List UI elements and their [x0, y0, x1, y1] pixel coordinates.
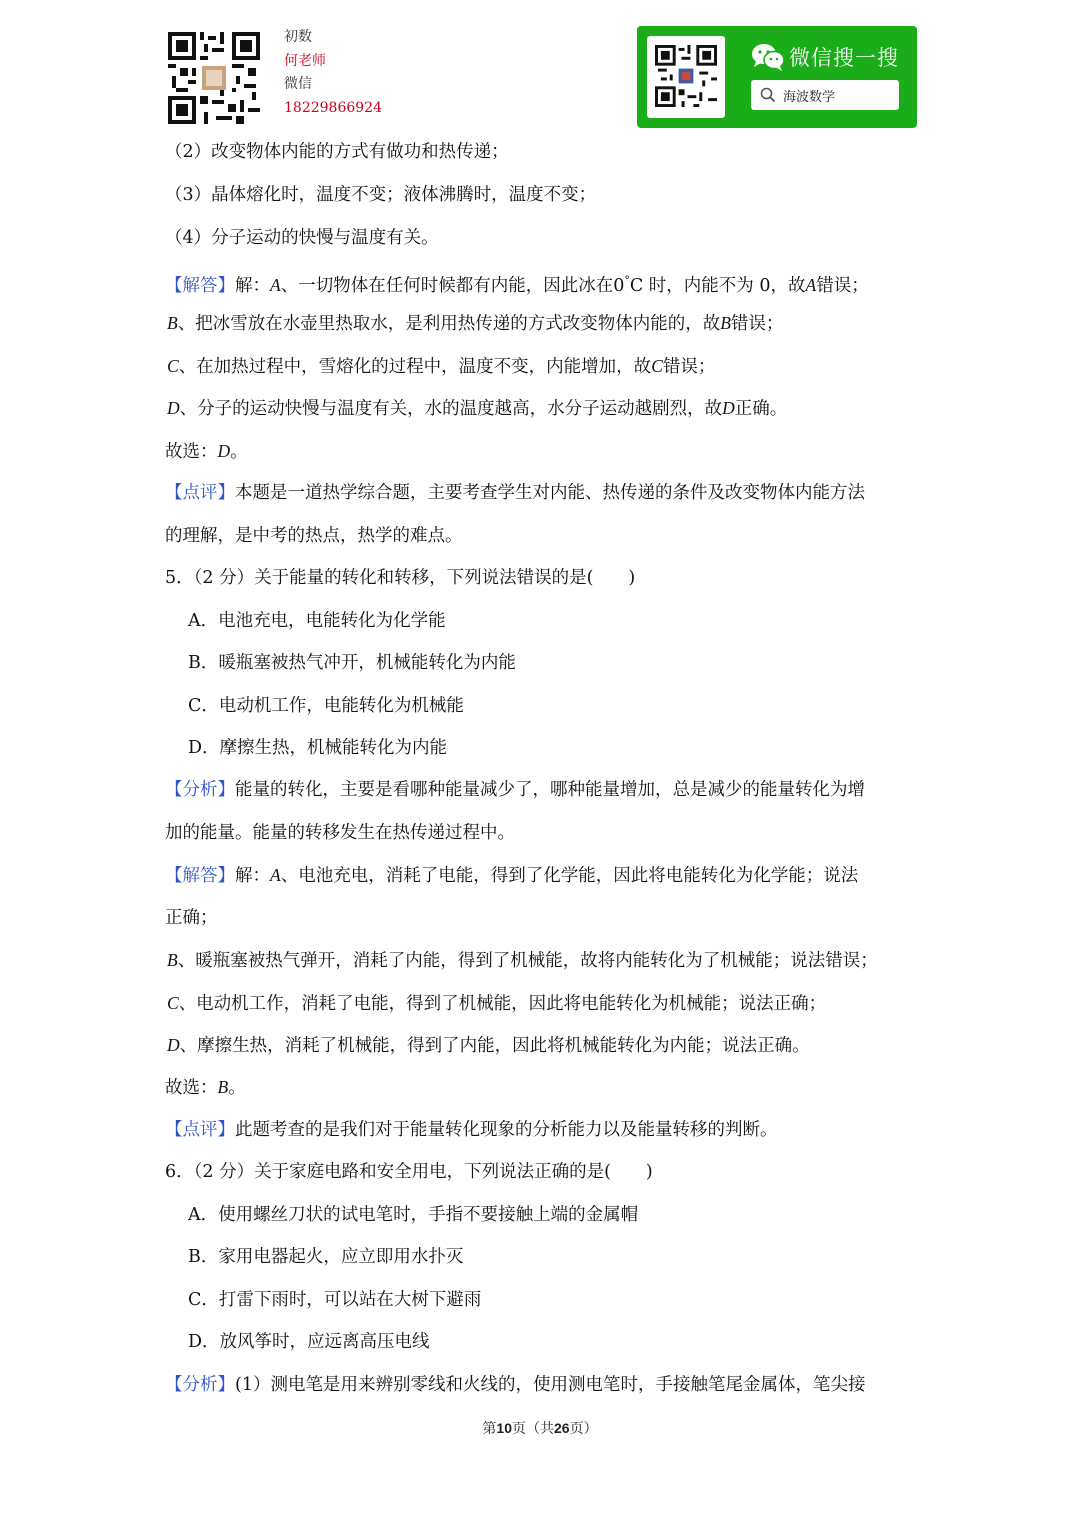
option-letter: B — [167, 950, 178, 970]
analysis-tag: 【分析】 — [165, 780, 235, 800]
option-letter: C — [167, 356, 179, 376]
analysis-text: (1）测电笔是用来辨别零线和火线的，使用测电笔时，手接触笔尾金属体，笔尖接 — [235, 1375, 866, 1395]
option-letter: C — [651, 356, 663, 376]
review-tag: 【点评】 — [165, 483, 235, 503]
q5-answer-line-a — [165, 863, 858, 888]
q5-analysis-line-1 — [165, 778, 865, 802]
answer-tag: 【解答】 — [165, 275, 235, 296]
q5-answer-line-b — [167, 948, 878, 973]
q5-analysis-line-2: 加的能量。能量的转移发生在热传递过程中。 — [165, 823, 515, 843]
current-page-number: 10 — [496, 1420, 512, 1436]
answer-tag: 【解答】 — [165, 866, 235, 886]
choice-end: 。 — [230, 442, 248, 462]
review-text: 本题是一道热学综合题，主要考查学生对内能、热传递的条件及改变物体内能方法 — [235, 483, 865, 503]
q6-option-c[interactable]: C．打雷下雨时，可以站在大树下避雨 — [188, 1290, 482, 1310]
q4-choice — [165, 439, 248, 464]
option-letter: A — [270, 274, 281, 295]
answer-text: 错误； — [816, 275, 869, 296]
analysis-tag: 【分析】 — [165, 1375, 235, 1395]
point-4: （4）分子运动的快慢与温度有关。 — [165, 228, 439, 248]
answer-text: 、把冰雪放在水壶里热取水，是利用热传递的方式改变物体内能的，故 — [177, 314, 721, 334]
degree-sign: ° — [624, 274, 630, 287]
answer-prefix: 解： — [235, 275, 270, 296]
search-icon — [760, 87, 776, 103]
wechat-search-card[interactable] — [637, 26, 917, 128]
answer-text: 正确。 — [734, 399, 788, 419]
q5-option-d[interactable]: D．摩擦生热，机械能转化为内能 — [188, 738, 448, 758]
search-query-text: 海波数学 — [783, 90, 836, 105]
answer-text: 、分子的运动快慢与温度有关，水的温度越高，水分子运动越剧烈，故 — [179, 399, 723, 419]
contact-wechat-label: 微信 — [284, 76, 312, 92]
answer-prefix: 解： — [235, 866, 270, 886]
option-letter: D — [167, 398, 180, 418]
answer-text: 、一切物体在任何时候都有内能，因此冰在 — [280, 275, 614, 296]
analysis-text: 能量的转化，主要是看哪种能量减少了，哪种能量增加，总是减少的能量转化为增 — [235, 780, 865, 800]
q5-answer-line-a2: 正确； — [165, 908, 218, 928]
q5-answer-line-c — [167, 991, 826, 1016]
wechat-logo-icon — [751, 42, 785, 72]
q5-option-a[interactable]: A．电池充电，电能转化为化学能 — [188, 611, 446, 631]
answer-text: 错误； — [730, 314, 784, 334]
choice-end: 。 — [228, 1078, 246, 1098]
footer-suffix: 页） — [569, 1421, 598, 1437]
choice-letter: B — [217, 1077, 229, 1097]
q5-answer-line-d — [167, 1033, 810, 1058]
page-footer — [0, 1418, 1080, 1438]
option-letter: A — [805, 274, 817, 295]
review-tag: 【点评】 — [165, 1120, 235, 1140]
q4-answer-line-c — [167, 354, 715, 379]
qr-code-image — [168, 32, 260, 124]
wechat-qr-code — [655, 45, 717, 107]
q6-title: 6．（2 分）关于家庭电路和安全用电，下列说法正确的是( ) — [165, 1162, 653, 1182]
wechat-qr-frame — [647, 36, 725, 118]
point-3: （3）晶体熔化时，温度不变；液体沸腾时，温度不变； — [165, 185, 597, 205]
q5-title: 5．（2 分）关于能量的转化和转移，下列说法错误的是( ) — [165, 568, 636, 588]
option-letter: B — [720, 313, 731, 333]
option-letter: B — [167, 313, 178, 333]
q4-answer-line-a — [165, 269, 869, 298]
point-2: （2）改变物体内能的方式有做功和热传递； — [165, 142, 509, 162]
answer-text: 、电动机工作，消耗了电能，得到了机械能，因此将电能转化为机械能；说法正确； — [178, 994, 827, 1014]
option-letter: C — [167, 993, 179, 1013]
choice-label: 故选： — [165, 1078, 218, 1098]
review-text: 此题考查的是我们对于能量转化现象的分析能力以及能量转移的判断。 — [235, 1120, 778, 1140]
q5-option-c[interactable]: C．电动机工作，电能转化为机械能 — [188, 696, 464, 716]
temperature-value: 0 — [613, 275, 625, 296]
option-letter: D — [722, 398, 735, 418]
footer-prefix: 第 — [482, 1421, 497, 1437]
option-letter: D — [167, 1035, 180, 1055]
total-page-count: 26 — [554, 1420, 570, 1436]
q5-review — [165, 1118, 778, 1142]
answer-text: 错误； — [662, 357, 716, 377]
answer-text: 、暖瓶塞被热气弹开，消耗了内能，得到了机械能，故将内能转化为了机械能；说法错误； — [177, 951, 878, 971]
answer-text: 、摩擦生热，消耗了机械能，得到了内能，因此将机械能转化为内能；说法正确。 — [179, 1036, 810, 1056]
contact-info — [284, 26, 382, 120]
q4-review-line-1 — [165, 481, 865, 505]
q5-choice — [165, 1075, 246, 1100]
contact-subject: 初数 — [284, 29, 312, 45]
wechat-search-box[interactable] — [751, 80, 899, 110]
footer-mid: 页（共 — [512, 1421, 554, 1437]
answer-text: 、在加热过程中，雪熔化的过程中，温度不变，内能增加，故 — [178, 357, 652, 377]
q4-review-line-2: 的理解，是中考的热点，热学的难点。 — [165, 526, 463, 546]
q6-option-a[interactable]: A．使用螺丝刀状的试电笔时，手指不要接触上端的金属帽 — [188, 1205, 639, 1225]
choice-letter: D — [217, 441, 231, 461]
wechat-search-title: 微信搜一搜 — [789, 46, 899, 70]
contact-phone: 18229866924 — [284, 99, 382, 116]
choice-label: 故选： — [165, 442, 218, 462]
q5-option-b[interactable]: B．暖瓶塞被热气冲开，机械能转化为内能 — [188, 653, 516, 673]
contact-teacher: 何老师 — [284, 52, 326, 69]
option-letter: A — [270, 865, 281, 885]
answer-text: C 时，内能不为 0，故 — [629, 275, 806, 296]
q6-option-d[interactable]: D．放风筝时，应远离高压电线 — [188, 1332, 430, 1352]
q6-analysis-line-1 — [165, 1373, 865, 1397]
q4-answer-line-d — [167, 396, 787, 421]
q6-option-b[interactable]: B．家用电器起火，应立即用水扑灭 — [188, 1247, 464, 1267]
answer-text: 、电池充电，消耗了电能，得到了化学能，因此将电能转化为化学能；说法 — [280, 866, 859, 886]
q4-answer-line-b — [167, 311, 783, 336]
